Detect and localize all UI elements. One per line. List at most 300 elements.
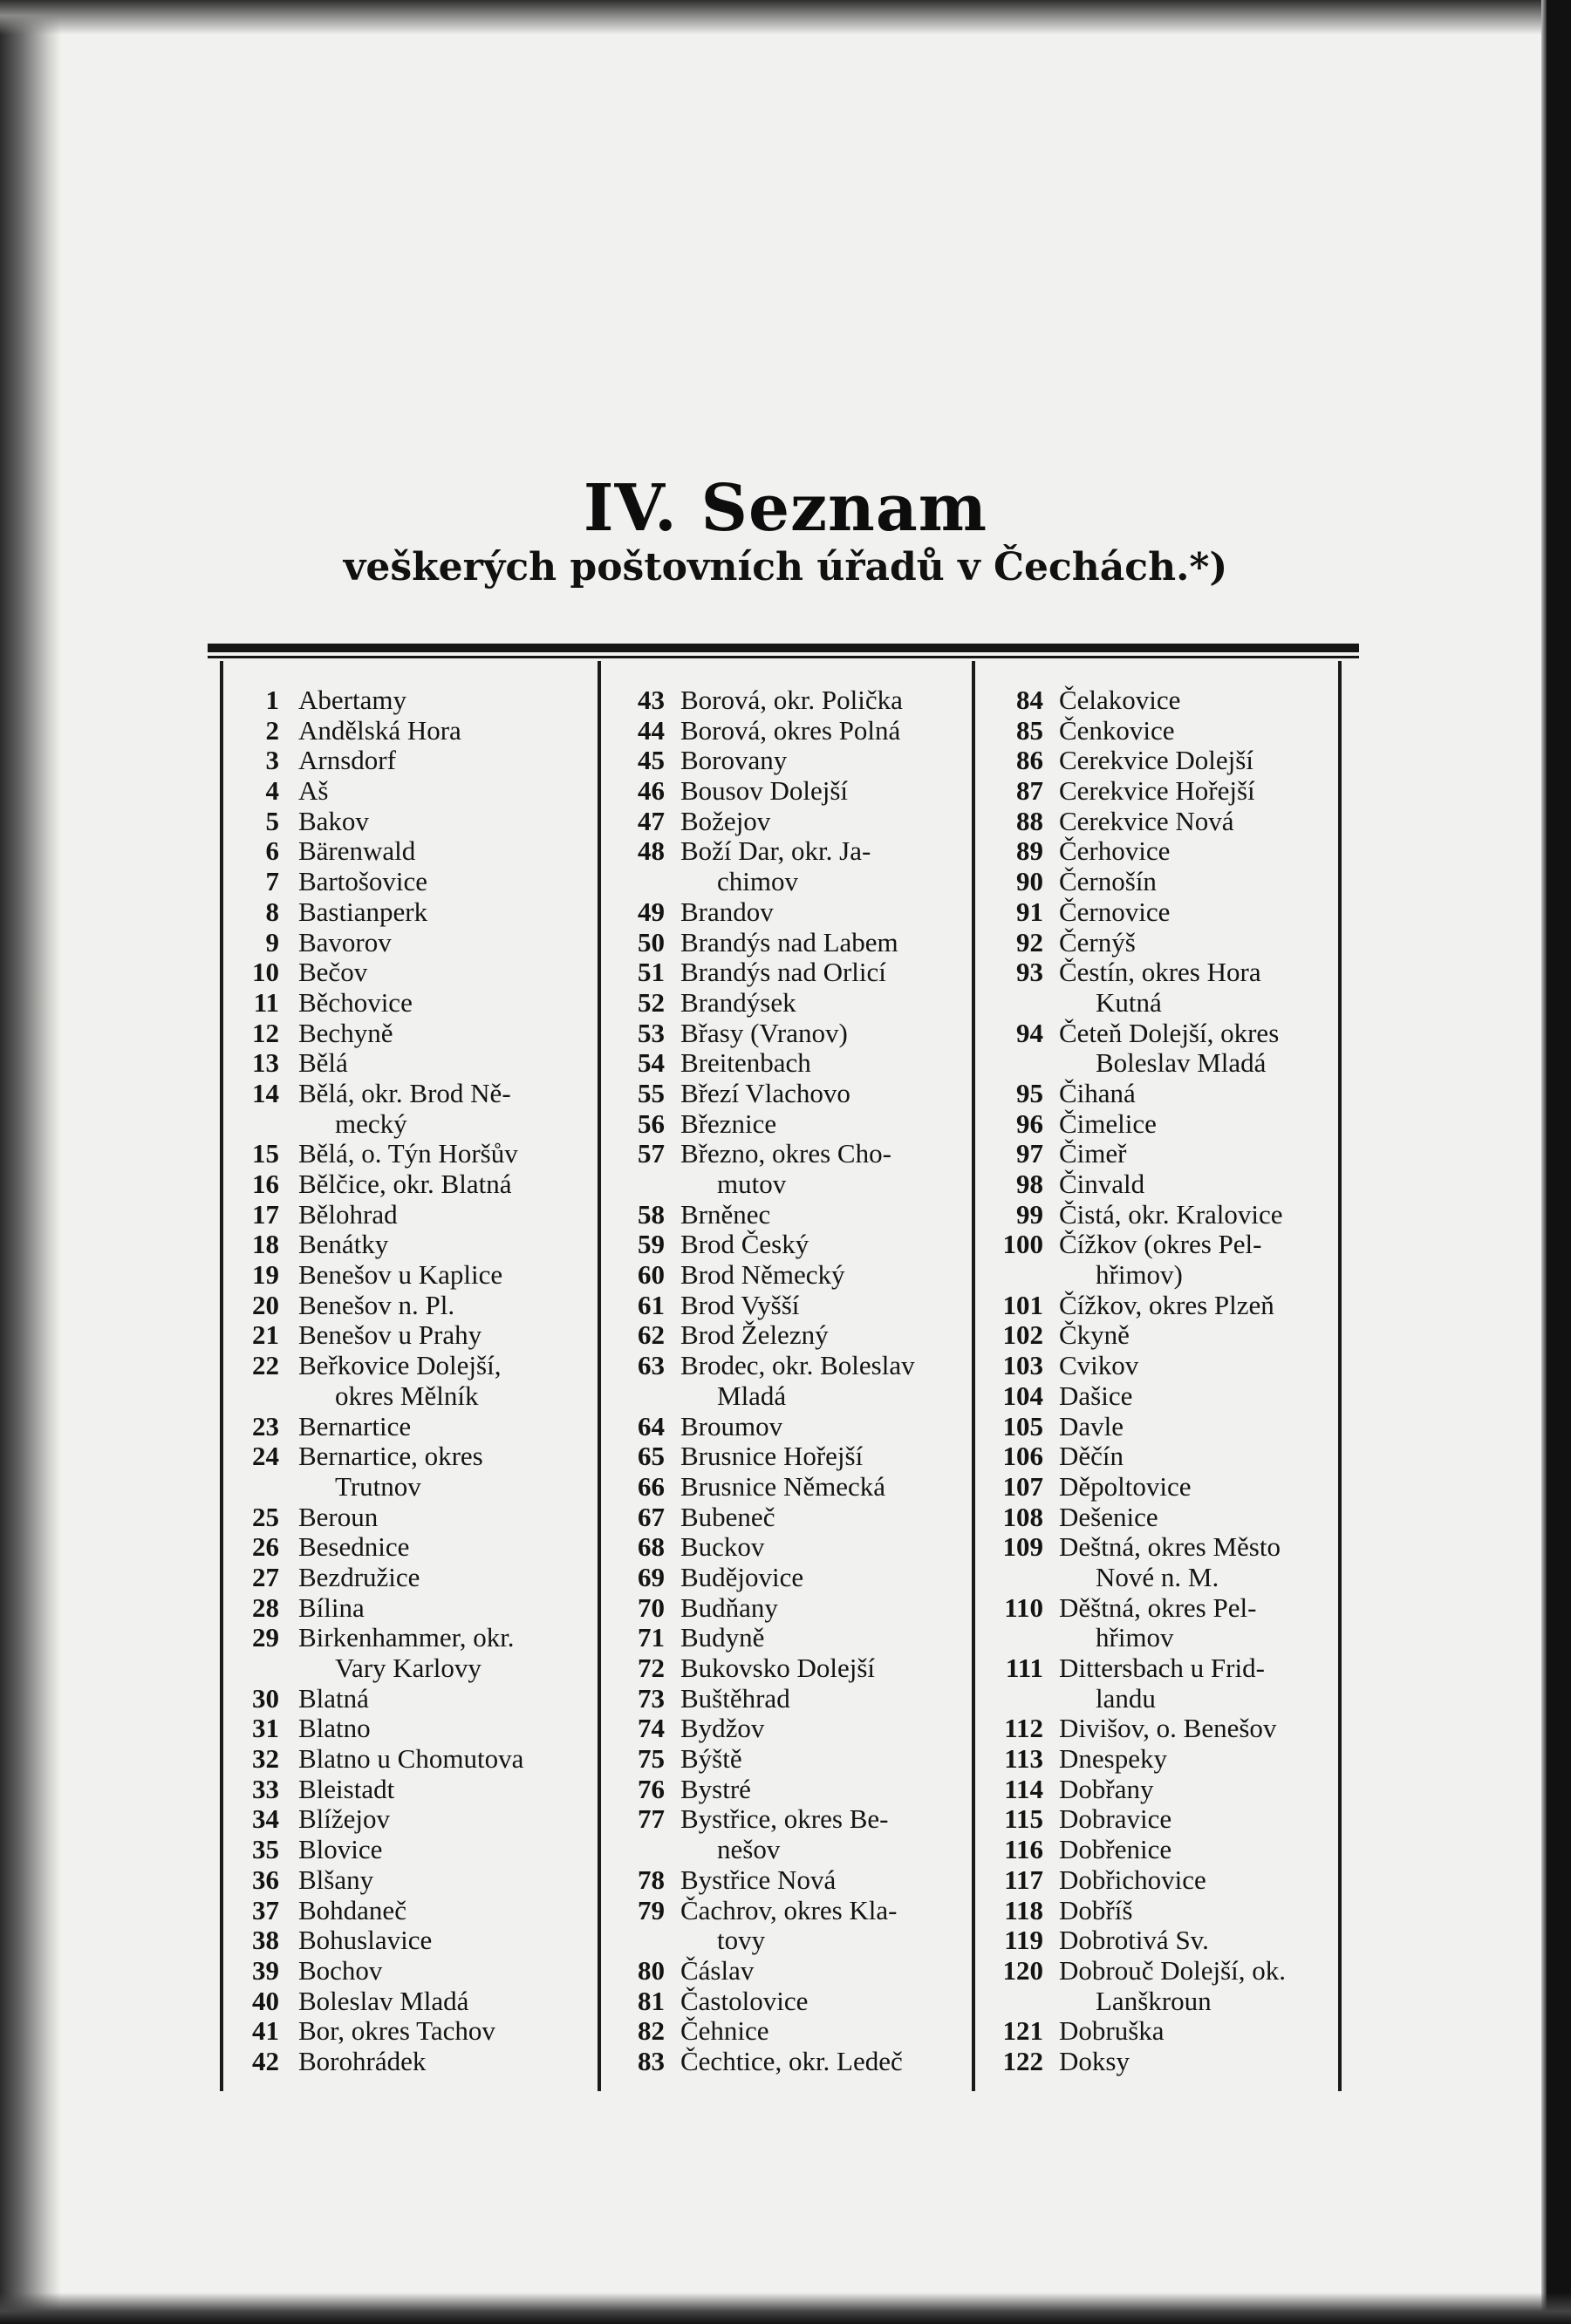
index-entry	[209, 1079, 593, 1109]
entry-number: 86	[1016, 745, 1043, 776]
post-office-name: Bubeneč	[680, 1501, 775, 1532]
entry-number: 23	[252, 1410, 279, 1441]
post-office-name: Budyně	[680, 1622, 765, 1653]
index-entry	[977, 1230, 1343, 1260]
post-office-name: Bohdaneč	[298, 1894, 406, 1925]
index-entry	[593, 1079, 968, 1109]
entry-number: 80	[638, 1954, 665, 1986]
index-entry	[209, 716, 593, 746]
post-office-name-continued: Kutná	[1096, 986, 1162, 1018]
index-entry	[977, 928, 1343, 958]
post-office-name: Borovany	[680, 745, 788, 776]
entry-number: 53	[638, 1017, 665, 1048]
post-office-name-continued: hřimov	[1096, 1622, 1174, 1653]
index-entry	[977, 746, 1343, 776]
entry-number: 103	[1002, 1350, 1043, 1381]
entry-number: 14	[252, 1077, 279, 1108]
post-office-name: Davle	[1059, 1410, 1124, 1441]
post-office-name: Brusnice Německá	[680, 1470, 885, 1502]
post-office-name: Brusnice Hořejší	[680, 1441, 864, 1472]
entry-number: 104	[1002, 1380, 1043, 1411]
post-office-name: Budňany	[680, 1591, 778, 1623]
index-entry	[209, 867, 593, 897]
index-entry	[977, 716, 1343, 746]
entry-number: 3	[265, 745, 279, 776]
post-office-name: Čenkovice	[1059, 714, 1175, 746]
index-entry	[593, 1503, 968, 1533]
index-entry	[209, 1865, 593, 1896]
entry-number: 78	[638, 1864, 665, 1895]
index-entry	[593, 928, 968, 958]
index-entry	[593, 867, 968, 897]
index-entry	[977, 867, 1343, 897]
index-entry	[977, 1381, 1343, 1412]
entry-number: 60	[638, 1259, 665, 1291]
entry-number: 64	[638, 1410, 665, 1441]
index-entry	[977, 1472, 1343, 1503]
post-office-name: Bousov Dolejší	[680, 775, 849, 807]
post-office-name: Čehnice	[680, 2015, 769, 2047]
entry-number: 40	[252, 1985, 279, 2016]
post-office-name: Breitenbach	[680, 1047, 811, 1079]
post-office-name: Beřkovice Dolejší,	[298, 1350, 502, 1381]
index-entry	[593, 1109, 968, 1140]
index-entry	[209, 1896, 593, 1926]
index-entry	[209, 1987, 593, 2017]
index-entry	[209, 1260, 593, 1291]
post-office-name: Bílina	[298, 1591, 365, 1623]
index-entry	[977, 1320, 1343, 1351]
post-office-name: Dnespeky	[1059, 1743, 1167, 1775]
entry-number: 113	[1004, 1743, 1043, 1775]
page-title: IV. Seznam	[583, 471, 988, 546]
entry-number: 75	[638, 1743, 665, 1775]
entry-number: 83	[638, 2045, 665, 2076]
index-entry	[209, 1684, 593, 1714]
entry-number: 13	[252, 1047, 279, 1079]
index-entry	[209, 897, 593, 928]
index-entry	[209, 685, 593, 716]
index-entry	[977, 1956, 1343, 1987]
post-office-name: Cvikov	[1059, 1350, 1139, 1381]
index-entry	[977, 1775, 1343, 1805]
post-office-name-continued: landu	[1096, 1682, 1156, 1714]
entry-number: 21	[252, 1319, 279, 1351]
index-entry	[593, 1775, 968, 1805]
index-entry	[977, 1169, 1343, 1200]
index-entry	[593, 2016, 968, 2047]
post-office-name: Brod Český	[680, 1229, 809, 1260]
index-entry	[977, 2047, 1343, 2077]
index-entry	[209, 1230, 593, 1260]
index-entry	[593, 897, 968, 928]
index-entry	[209, 1109, 593, 1140]
entry-number: 57	[638, 1138, 665, 1169]
entry-number: 89	[1016, 835, 1043, 867]
index-entry	[209, 1532, 593, 1563]
post-office-name: Čestín, okres Hora	[1059, 957, 1261, 988]
entry-number: 55	[638, 1077, 665, 1108]
index-entry	[209, 807, 593, 837]
entry-number: 42	[252, 2045, 279, 2076]
post-office-name: Bukovsko Dolejší	[680, 1653, 876, 1683]
entry-number: 18	[252, 1229, 279, 1260]
entry-number: 121	[1002, 2015, 1043, 2047]
post-office-name: Dobrotivá Sv.	[1059, 1925, 1209, 1956]
post-office-name-continued: okres Mělník	[335, 1380, 479, 1411]
entry-number: 91	[1016, 896, 1043, 927]
index-entry	[209, 1320, 593, 1351]
post-office-name: Budějovice	[680, 1561, 804, 1592]
entry-number: 22	[252, 1350, 279, 1381]
post-office-name-continued: Nové n. M.	[1096, 1561, 1219, 1592]
entry-number: 16	[252, 1169, 279, 1199]
index-entry	[977, 1623, 1343, 1653]
index-entry	[977, 776, 1343, 807]
index-entry	[209, 1200, 593, 1230]
entry-number: 77	[638, 1803, 665, 1835]
index-entry	[209, 1291, 593, 1321]
index-entry	[209, 1048, 593, 1079]
entry-number: 37	[252, 1894, 279, 1925]
entry-number: 44	[638, 714, 665, 746]
entry-number: 27	[252, 1561, 279, 1592]
entry-number: 54	[638, 1047, 665, 1079]
post-office-name: Činvald	[1059, 1169, 1145, 1199]
entry-number: 20	[252, 1289, 279, 1320]
post-office-name: Bečov	[298, 957, 368, 988]
index-entry	[209, 958, 593, 988]
index-entry	[977, 1593, 1343, 1624]
index-entry	[209, 746, 593, 776]
entry-number: 59	[638, 1229, 665, 1260]
index-entry	[209, 1019, 593, 1049]
post-office-name: Božejov	[680, 805, 771, 836]
index-entry	[593, 1563, 968, 1593]
index-column-3	[977, 685, 1343, 2077]
post-office-name: Brodec, okr. Boleslav	[680, 1350, 915, 1381]
entry-number: 81	[638, 1985, 665, 2016]
index-entry	[977, 1684, 1343, 1714]
entry-number: 115	[1004, 1803, 1043, 1835]
entry-number: 84	[1016, 685, 1043, 715]
entry-number: 2	[265, 714, 279, 746]
post-office-name: Benešov u Kaplice	[298, 1259, 503, 1291]
index-entry	[977, 1048, 1343, 1079]
entry-number: 118	[1004, 1894, 1043, 1925]
post-office-name: Benátky	[298, 1229, 389, 1260]
entry-number: 119	[1004, 1925, 1043, 1956]
entry-number: 67	[638, 1501, 665, 1532]
index-entry	[977, 1835, 1343, 1865]
post-office-name: Čachrov, okres Kla-	[680, 1894, 898, 1925]
index-entry	[209, 1835, 593, 1865]
index-entry	[977, 1079, 1343, 1109]
post-office-name: Abertamy	[298, 685, 406, 715]
post-office-name: Bystřice Nová	[680, 1864, 837, 1895]
entry-number: 31	[252, 1713, 279, 1744]
index-entry	[209, 1593, 593, 1624]
index-entry	[977, 1412, 1343, 1442]
entry-number: 36	[252, 1864, 279, 1895]
entry-number: 1	[265, 685, 279, 715]
entry-number: 17	[252, 1198, 279, 1230]
post-office-name: Doksy	[1059, 2045, 1130, 2076]
index-entry	[977, 1896, 1343, 1926]
index-entry	[593, 1291, 968, 1321]
index-entry	[977, 1139, 1343, 1169]
post-office-name: Bor, okres Tachov	[298, 2015, 495, 2047]
entry-number: 108	[1002, 1501, 1043, 1532]
post-office-name: Bělá, okr. Brod Ně-	[298, 1077, 511, 1108]
entry-number: 51	[638, 957, 665, 988]
entry-number: 58	[638, 1198, 665, 1230]
index-entry	[593, 2047, 968, 2077]
index-entry	[593, 1835, 968, 1865]
post-office-name: Benešov n. Pl.	[298, 1289, 455, 1320]
index-entry	[593, 1987, 968, 2017]
entry-number: 72	[638, 1653, 665, 1683]
entry-number: 69	[638, 1561, 665, 1592]
post-office-name: Deštná, okres Město	[1059, 1531, 1281, 1563]
post-office-name: Čížkov, okres Plzeň	[1059, 1289, 1274, 1320]
post-office-name: Andělská Hora	[298, 714, 461, 746]
index-entry	[593, 807, 968, 837]
entry-number: 63	[638, 1350, 665, 1381]
entry-number: 65	[638, 1441, 665, 1472]
index-entry	[593, 1925, 968, 1956]
entry-number: 73	[638, 1682, 665, 1714]
post-office-name: Čížkov (okres Pel-	[1059, 1229, 1262, 1260]
post-office-name: Děpoltovice	[1059, 1470, 1192, 1502]
entry-number: 9	[265, 926, 279, 958]
index-entry	[593, 1865, 968, 1896]
scan-shadow-bottom	[0, 2293, 1571, 2324]
index-entry	[209, 836, 593, 867]
index-entry	[593, 1320, 968, 1351]
entry-number: 93	[1016, 957, 1043, 988]
post-office-name: Dobravice	[1059, 1803, 1172, 1835]
entry-number: 62	[638, 1319, 665, 1351]
index-entry	[977, 685, 1343, 716]
index-entry	[209, 1381, 593, 1412]
post-office-name: Brandýs nad Labem	[680, 926, 898, 958]
post-office-name: Brandýsek	[680, 986, 796, 1018]
post-office-name: Borová, okres Polná	[680, 714, 901, 746]
post-office-name: Bechyně	[298, 1017, 393, 1048]
scan-shadow-top	[0, 0, 1571, 35]
index-column-2	[593, 685, 968, 2077]
entry-number: 48	[638, 835, 665, 867]
entry-number: 94	[1016, 1017, 1043, 1048]
index-entry	[209, 1653, 593, 1684]
index-entry	[977, 1714, 1343, 1744]
post-office-name-continued: Mladá	[717, 1380, 787, 1411]
index-entry	[593, 958, 968, 988]
entry-number: 87	[1016, 775, 1043, 807]
header-rule-thick	[208, 644, 1359, 652]
entry-number: 11	[253, 986, 279, 1018]
index-entry	[593, 1684, 968, 1714]
post-office-index	[0, 685, 1571, 2098]
post-office-name: Čistá, okr. Kralovice	[1059, 1198, 1283, 1230]
index-entry	[593, 1230, 968, 1260]
entry-number: 24	[252, 1441, 279, 1472]
entry-number: 4	[265, 775, 279, 807]
index-entry	[593, 685, 968, 716]
post-office-name: Čáslav	[680, 1954, 755, 1986]
entry-number: 7	[265, 866, 279, 897]
entry-number: 29	[252, 1622, 279, 1653]
post-office-name: Dobrouč Dolejší, ok.	[1059, 1954, 1287, 1986]
index-entry	[593, 836, 968, 867]
index-entry	[209, 1351, 593, 1381]
entry-number: 39	[252, 1954, 279, 1986]
post-office-name: Dobruška	[1059, 2015, 1165, 2047]
entry-number: 111	[1005, 1653, 1043, 1683]
entry-number: 38	[252, 1925, 279, 1956]
entry-number: 76	[638, 1773, 665, 1804]
post-office-name: Brod Vyšší	[680, 1289, 800, 1320]
post-office-name: Děčín	[1059, 1441, 1124, 1472]
post-office-name: Arnsdorf	[298, 745, 396, 776]
entry-number: 74	[638, 1713, 665, 1744]
index-entry	[209, 1503, 593, 1533]
index-entry	[593, 1200, 968, 1230]
post-office-name: Dobřany	[1059, 1773, 1154, 1804]
index-entry	[977, 1804, 1343, 1835]
post-office-name: Cerekvice Dolejší	[1059, 745, 1253, 776]
post-office-name: Čelakovice	[1059, 685, 1181, 715]
entry-number: 43	[638, 685, 665, 715]
index-entry	[593, 1623, 968, 1653]
index-entry	[977, 1019, 1343, 1049]
entry-number: 106	[1002, 1441, 1043, 1472]
index-entry	[593, 1956, 968, 1987]
index-entry	[977, 988, 1343, 1019]
entry-number: 33	[252, 1773, 279, 1804]
post-office-name: Brandov	[680, 896, 774, 927]
entry-number: 107	[1002, 1470, 1043, 1502]
index-entry	[593, 1804, 968, 1835]
entry-number: 45	[638, 745, 665, 776]
post-office-name: Brandýs nad Orlicí	[680, 957, 886, 988]
post-office-name: Besednice	[298, 1531, 410, 1563]
post-office-name: Dešenice	[1059, 1501, 1158, 1532]
entry-number: 122	[1002, 2045, 1043, 2076]
entry-number: 68	[638, 1531, 665, 1563]
entry-number: 70	[638, 1591, 665, 1623]
index-entry	[593, 1653, 968, 1684]
entry-number: 88	[1016, 805, 1043, 836]
index-entry	[977, 836, 1343, 867]
post-office-name: Blatná	[298, 1682, 369, 1714]
entry-number: 5	[265, 805, 279, 836]
post-office-name: Bělá	[298, 1047, 348, 1079]
index-entry	[209, 1956, 593, 1987]
entry-number: 41	[252, 2015, 279, 2047]
post-office-name-continued: Lanškroun	[1096, 1985, 1212, 2016]
entry-number: 117	[1004, 1864, 1043, 1895]
entry-number: 8	[265, 896, 279, 927]
index-entry	[593, 1472, 968, 1503]
entry-number: 25	[252, 1501, 279, 1532]
entry-number: 105	[1002, 1410, 1043, 1441]
post-office-name: Blatno u Chomutova	[298, 1743, 524, 1775]
post-office-name: Čimeř	[1059, 1138, 1127, 1169]
entry-number: 98	[1016, 1169, 1043, 1199]
index-entry	[977, 1865, 1343, 1896]
index-entry	[209, 1441, 593, 1472]
post-office-name: Boleslav Mladá	[298, 1985, 469, 2016]
index-entry	[593, 1744, 968, 1775]
index-entry	[977, 807, 1343, 837]
index-entry	[593, 1260, 968, 1291]
index-entry	[209, 1714, 593, 1744]
entry-number: 19	[252, 1259, 279, 1291]
index-entry	[209, 1139, 593, 1169]
post-office-name: Birkenhammer, okr.	[298, 1622, 515, 1653]
post-office-name: Broumov	[680, 1410, 783, 1441]
index-entry	[209, 1804, 593, 1835]
post-office-name: Divišov, o. Benešov	[1059, 1713, 1277, 1744]
post-office-name: Býště	[680, 1743, 742, 1775]
post-office-name: Blížejov	[298, 1803, 391, 1835]
post-office-name: Bohuslavice	[298, 1925, 433, 1956]
post-office-name: Černošín	[1059, 866, 1157, 897]
post-office-name-continued: tovy	[717, 1925, 766, 1956]
index-entry	[593, 1714, 968, 1744]
index-entry	[209, 1169, 593, 1200]
entry-number: 12	[252, 1017, 279, 1048]
post-office-name: Děštná, okres Pel-	[1059, 1591, 1257, 1623]
post-office-name: Cerekvice Hořejší	[1059, 775, 1255, 807]
post-office-name-continued: Trutnov	[335, 1470, 421, 1502]
entry-number: 71	[638, 1622, 665, 1653]
index-entry	[593, 1169, 968, 1200]
post-office-name: Borová, okr. Polička	[680, 685, 903, 715]
post-office-name: Bernartice	[298, 1410, 412, 1441]
post-office-name: Blovice	[298, 1834, 383, 1865]
entry-number: 96	[1016, 1107, 1043, 1139]
entry-number: 112	[1004, 1713, 1043, 1744]
post-office-name: Bastianperk	[298, 896, 428, 927]
index-entry	[209, 2016, 593, 2047]
post-office-name: Brod Železný	[680, 1319, 829, 1351]
post-office-name: Bezdružice	[298, 1561, 420, 1592]
entry-number: 15	[252, 1138, 279, 1169]
index-entry	[977, 1109, 1343, 1140]
index-entry	[593, 746, 968, 776]
entry-number: 101	[1002, 1289, 1043, 1320]
entry-number: 46	[638, 775, 665, 807]
index-entry	[977, 1563, 1343, 1593]
post-office-name-continued: chimov	[717, 866, 798, 897]
entry-number: 92	[1016, 926, 1043, 958]
index-entry	[977, 1351, 1343, 1381]
index-entry	[209, 2047, 593, 2077]
post-office-name: Cerekvice Nová	[1059, 805, 1234, 836]
entry-number: 52	[638, 986, 665, 1018]
entry-number: 109	[1002, 1531, 1043, 1563]
post-office-name: Buckov	[680, 1531, 765, 1563]
post-office-name: Bavorov	[298, 926, 392, 958]
post-office-name: Bartošovice	[298, 866, 428, 897]
index-entry	[593, 1532, 968, 1563]
entry-number: 28	[252, 1591, 279, 1623]
index-entry	[593, 1896, 968, 1926]
post-office-name: Březí Vlachovo	[680, 1077, 850, 1108]
